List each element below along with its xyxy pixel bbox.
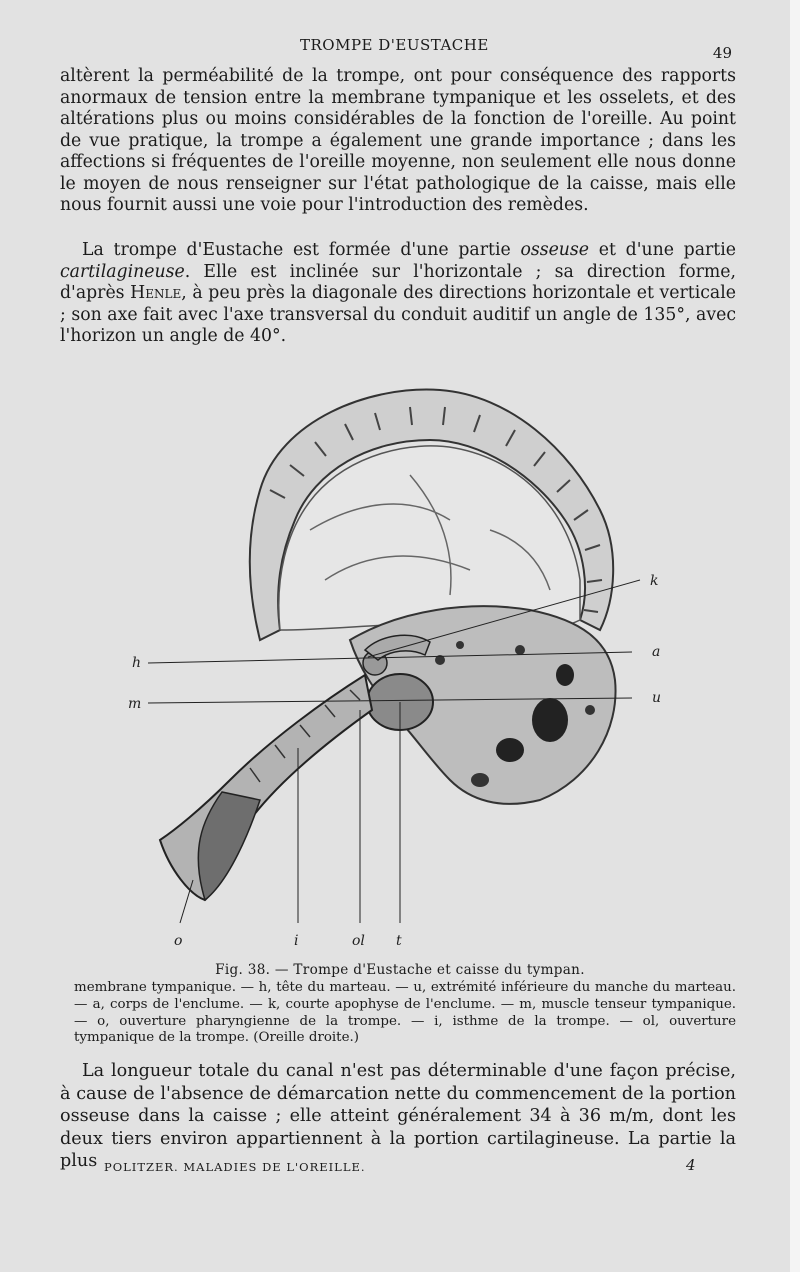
air-cell-1 [532,698,568,742]
paragraph-3 [60,1060,736,1173]
footer-sheet-number: 4 [686,1156,696,1174]
figure-label-a: a [652,644,661,660]
air-cell-3 [556,664,574,686]
figure-label-k: k [650,573,659,589]
figure-label-m: m [128,696,142,712]
figure-label-u: u [652,690,662,706]
p2-em-cartilagineuse: cartilagineuse [60,261,185,282]
p2-part3: . Elle est inclinée sur l'horizontale ; sa direction forme, d'après [60,261,736,303]
figure-caption-title: Fig. 38. — Trompe d'Eustache et caisse du tympan. [215,962,585,978]
air-cell-8 [585,705,595,715]
p2-part1: La trompe d'Eustache est formée d'une partie [82,240,521,260]
air-cell-2 [496,738,524,762]
air-cell-6 [456,641,464,649]
running-title: TROMPE D'EUSTACHE [300,36,489,54]
paragraph-3-text: La longueur totale du canal n'est pas déterminable d'une façon précise, à cause de l'absence de démarcation nette du commencement de la portion osseuse dans la caisse ; elle atteint généralement 34 à 36 m/m, dont les deux tiers environ appartiennent à la portion cartilagineuse. La partie la plus [60,1061,736,1171]
eustachian-tube [160,675,372,900]
figure-38-illustration [110,380,690,960]
paragraph-1 [60,66,736,217]
figure-label-t: t [396,933,402,949]
p2-em-osseuse: osseuse [520,240,590,260]
figure-label-h: h [132,655,142,671]
p2-author: Henle [130,283,182,303]
paragraph-2-text [60,240,736,348]
p2-part2: et d'une partie [589,240,737,260]
eustachian-tube-drawing [110,380,690,960]
p2-part4: , à peu près la diagonale des directions horizontale et verticale ; son axe fait avec l'axe transversal du conduit auditif un angle de 135°, avec l'horizon un angle de 40°. [60,283,736,346]
paragraph-2 [60,240,736,348]
page-number: 49 [712,44,732,62]
figure-caption-body: membrane tympanique. — h, tête du marteau. — u, extrémité inférieure du manche du marteau. — a, corps de l'enclume. — k, courte apophyse de l'enclume. — m, muscle tenseur tympanique. — o, ouverture pharyngienne de la trompe. — i, isthme de la trompe. — ol, ouverture tympanique de la trompe. (Oreille droite.) [74,980,736,1046]
air-cell-7 [515,645,525,655]
page-edge [790,0,800,1272]
figure-label-o: o [174,933,183,949]
footer-signature: POLITZER. MALADIES DE L'OREILLE. [104,1160,366,1174]
figure-label-i: i [294,933,299,949]
figure-label-ol: ol [352,933,365,949]
paragraph-1-text: altèrent la perméabilité de la trompe, ont pour conséquence des rapports anormaux de tension entre la membrane tympanique et les osselets, et des altérations plus ou moins considérables de la fonction de l'oreille. Au point de vue pratique, la trompe a également une grande importance ; dans les affections si fréquentes de l'oreille moyenne, non seulement elle nous donne le moyen de nous renseigner sur l'état pathologique de la caisse, mais elle nous fournit aussi une voie pour l'introduction des remèdes. [60,66,736,215]
air-cell-4 [471,773,489,787]
